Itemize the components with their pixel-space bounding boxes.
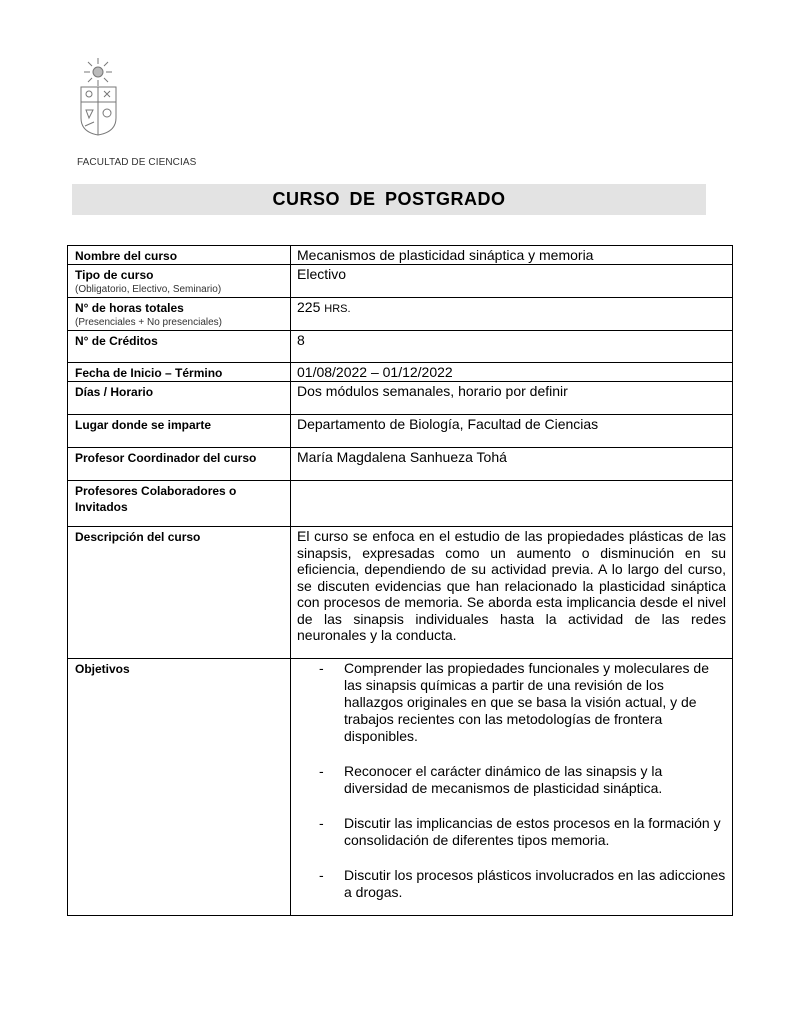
row-description <box>68 527 733 659</box>
course-name-value: Mecanismos de plasticidad sináptica y memoria <box>291 246 733 265</box>
university-seal-logo <box>76 56 124 136</box>
objectives-list <box>297 660 726 901</box>
row-course-name <box>68 246 733 265</box>
coordinator-label: Profesor Coordinador del curso <box>68 448 291 481</box>
credits-label: N° de Créditos <box>68 331 291 363</box>
faculty-name: FACULTAD DE CIENCIAS <box>77 157 197 168</box>
collaborators-value <box>291 481 733 527</box>
total-hours-cell <box>291 298 733 331</box>
row-coordinator <box>68 448 733 481</box>
dates-label: Fecha de Inicio – Término <box>68 363 291 382</box>
schedule-label: Días / Horario <box>68 382 291 415</box>
total-hours-unit: HRS. <box>324 303 351 315</box>
course-name-label: Nombre del curso <box>68 246 291 265</box>
row-course-type <box>68 265 733 298</box>
credits-value: 8 <box>291 331 733 363</box>
row-collaborators <box>68 481 733 527</box>
list-dash: - <box>319 660 324 676</box>
objective-item: - Discutir los procesos plásticos involucrados en las adicciones a drogas. <box>319 867 726 900</box>
objectives-cell <box>291 659 733 916</box>
document-title-bar <box>72 184 706 215</box>
row-dates <box>68 363 733 382</box>
document-title: CURSO DE POSTGRADO <box>272 189 506 209</box>
row-place <box>68 415 733 448</box>
total-hours-hint: (Presenciales + No presenciales) <box>75 317 223 328</box>
description-value: El curso se enfoca en el estudio de las propiedades plásticas de las sinapsis, expresadas como un aumento o disminución en su eficiencia, dependiendo de su actividad previa. A lo largo del curso, se discuten evidencias que han relacionado la plasticidad sináptica con procesos de memoria. Se aborda esta implicancia desde el nivel de las sinapsis individuales hasta la actividad de las redes neuronales y la conducta. <box>291 527 733 659</box>
course-type-value: Electivo <box>291 265 733 298</box>
course-info-table <box>67 245 733 916</box>
schedule-value: Dos módulos semanales, horario por definir <box>291 382 733 415</box>
list-dash: - <box>319 763 324 779</box>
collaborators-label: Profesores Colaboradores o Invitados <box>68 481 291 527</box>
objective-item: - Reconocer el carácter dinámico de las sinapsis y la diversidad de mecanismos de plasticidad sináptica. <box>319 763 663 796</box>
objectives-label: Objetivos <box>68 659 291 916</box>
list-dash: - <box>319 815 324 831</box>
objective-item: - Discutir las implicancias de estos procesos en la formación y consolidación de diferentes tipos memoria. <box>319 815 721 848</box>
objective-item: - Comprender las propiedades funcionales y moleculares de las sinapsis químicas a partir de una revisión de los hallazgos originales en que se basa la visión actual, y de trabajos recientes con las metodologías de frontera disponibles. <box>319 660 709 744</box>
place-label: Lugar donde se imparte <box>68 415 291 448</box>
row-schedule <box>68 382 733 415</box>
row-objectives <box>68 659 733 916</box>
row-total-hours <box>68 298 733 331</box>
description-label: Descripción del curso <box>68 527 291 659</box>
course-type-label: Tipo de curso (Obligatorio, Electivo, Seminario) <box>68 265 291 298</box>
course-type-hint: (Obligatorio, Electivo, Seminario) <box>75 284 222 295</box>
total-hours-value: 225 <box>297 299 321 315</box>
total-hours-label: N° de horas totales (Presenciales + No presenciales) <box>68 298 291 331</box>
coordinator-value: María Magdalena Sanhueza Tohá <box>291 448 733 481</box>
dates-value: 01/08/2022 – 01/12/2022 <box>291 363 733 382</box>
list-dash: - <box>319 867 324 883</box>
place-value: Departamento de Biología, Facultad de Ciencias <box>291 415 733 448</box>
row-credits <box>68 331 733 363</box>
